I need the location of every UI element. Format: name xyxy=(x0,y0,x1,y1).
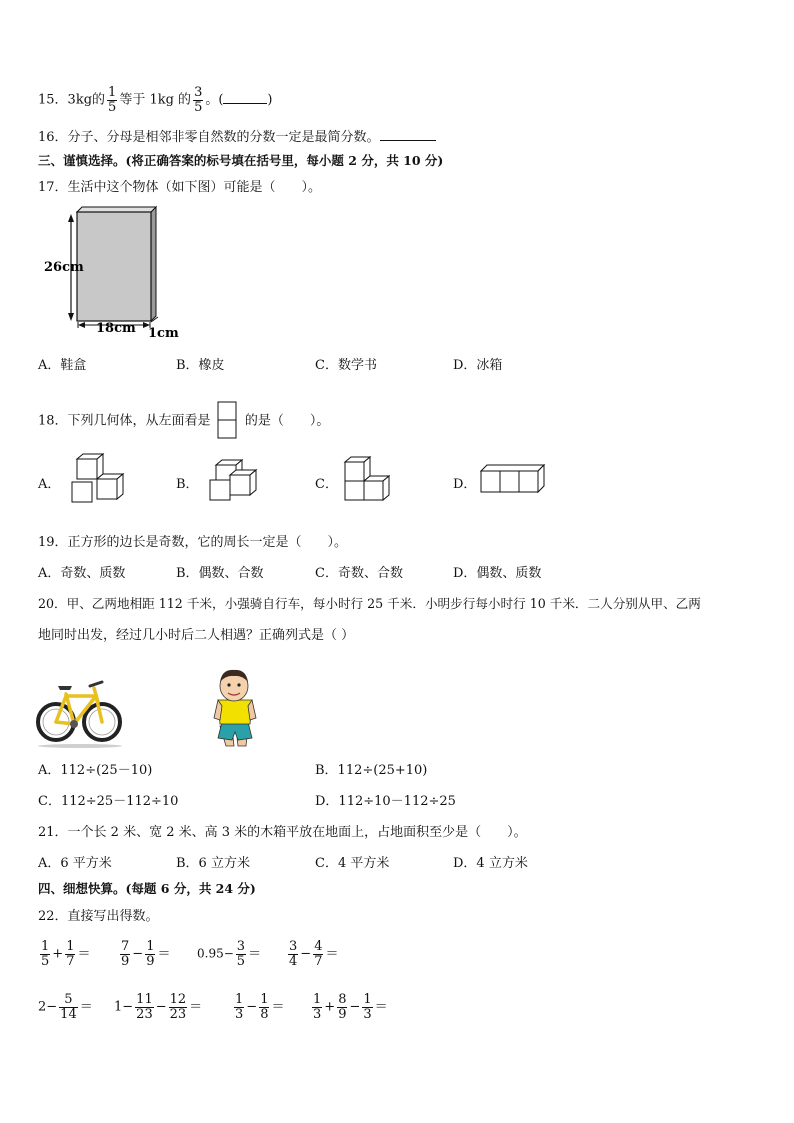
operator: − xyxy=(132,946,144,962)
q19-option-c[interactable]: C．奇数、合数 xyxy=(315,566,403,581)
numerator: 1 xyxy=(260,992,269,1007)
denominator: 14 xyxy=(60,1006,77,1022)
q17-height-label: 26cm xyxy=(44,260,84,275)
numerator: 1 xyxy=(146,939,155,954)
equals-sign: ＝ xyxy=(325,946,339,962)
q21-option-c[interactable]: C．4 平方米 xyxy=(315,856,390,871)
q17-option-a[interactable]: A．鞋盒 xyxy=(38,358,87,373)
q20-option-a[interactable]: A．112÷(25－10) xyxy=(38,763,153,778)
numerator: 5 xyxy=(59,993,78,1008)
q18-text-2: 的是（ ）。 xyxy=(244,413,330,429)
q21-option-a[interactable]: A．6 平方米 xyxy=(38,856,112,871)
q17-width-label: 18cm xyxy=(96,321,136,336)
expression-prefix: 0.95− xyxy=(197,946,234,961)
q20-option-b[interactable]: B．112÷(25+10) xyxy=(315,763,428,778)
numerator: 1 xyxy=(41,939,50,954)
q15-fraction-1 xyxy=(107,86,117,114)
question-18 xyxy=(38,401,329,441)
q20-boy-image xyxy=(212,666,258,748)
q20-option-c[interactable]: C．112÷25－112÷10 xyxy=(38,794,179,809)
denominator: 23 xyxy=(169,1006,187,1022)
q18-text-1: 18．下列几何体，从左面看是 xyxy=(38,413,211,429)
q21-option-b[interactable]: B．6 立方米 xyxy=(176,856,250,871)
denominator: 9 xyxy=(121,953,130,969)
equals-sign: ＝ xyxy=(374,999,388,1015)
q15-text-4: ) xyxy=(267,92,273,108)
q18-option-b-solid[interactable] xyxy=(204,458,264,506)
q15-f1-denominator: 5 xyxy=(108,99,117,115)
q18-option-d-label[interactable]: D． xyxy=(453,477,477,492)
denominator: 3 xyxy=(313,1006,322,1022)
numerator: 12 xyxy=(169,992,187,1007)
numerator: 8 xyxy=(338,992,347,1007)
denominator: 3 xyxy=(363,1006,372,1022)
equals-sign: ＝ xyxy=(271,999,285,1015)
q22-row1-expr3 xyxy=(197,940,261,968)
denominator: 4 xyxy=(289,953,298,969)
q19-option-b[interactable]: B．偶数、合数 xyxy=(176,566,264,581)
numerator: 7 xyxy=(121,939,130,954)
q17-book-top-face xyxy=(77,207,156,212)
q15-f2-numerator: 3 xyxy=(194,85,203,100)
q15-answer-blank[interactable] xyxy=(223,103,267,104)
numerator: 1 xyxy=(235,992,244,1007)
denominator: 5 xyxy=(41,953,50,969)
equals-sign: ＝ xyxy=(77,946,91,962)
q15-fraction-2 xyxy=(193,86,203,114)
numerator: 11 xyxy=(136,992,153,1007)
question-22-text: 22．直接写出得数。 xyxy=(38,909,159,924)
q22-row2-expr1 xyxy=(38,993,93,1021)
equals-sign: ＝ xyxy=(157,946,171,962)
question-15 xyxy=(38,86,273,114)
q22-row2-expr4 xyxy=(310,993,388,1021)
q22-row1-expr4 xyxy=(286,940,338,968)
operator: + xyxy=(324,999,336,1015)
numerator: 3 xyxy=(236,939,246,954)
operator: − xyxy=(349,999,361,1015)
denominator: 9 xyxy=(146,953,155,969)
operator: + xyxy=(52,946,64,962)
q17-option-c[interactable]: C．数学书 xyxy=(315,358,377,373)
denominator: 7 xyxy=(66,953,75,969)
question-19-text: 19．正方形的边长是奇数，它的周长一定是（ ）。 xyxy=(38,535,348,550)
q17-height-arrow-bottom xyxy=(68,313,74,321)
q16-text: 16．分子、分母是相邻非零自然数的分数一定是最简分数。 xyxy=(38,130,380,145)
operator: − xyxy=(155,999,167,1015)
denominator: 5 xyxy=(236,953,246,969)
q20-bicycle-image xyxy=(36,670,124,748)
q18-option-d-solid[interactable] xyxy=(478,462,548,496)
q21-option-d[interactable]: D．4 立方米 xyxy=(453,856,528,871)
question-20-line-2: 地同时出发，经过几小时后二人相遇？正确列式是（ ） xyxy=(38,628,355,643)
denominator: 7 xyxy=(314,953,323,969)
q17-book-figure xyxy=(38,204,188,340)
operator: − xyxy=(246,999,258,1015)
question-20-line-1: 20．甲、乙两地相距 112 千米，小强骑自行车，每小时行 25 千米．小明步行每小时行 10 千米．二人分别从甲、乙两 xyxy=(38,596,701,611)
q17-option-d[interactable]: D．冰箱 xyxy=(453,358,503,373)
question-21-text: 21．一个长 2 米、宽 2 米、高 3 米的木箱平放在地面上，占地面积至少是（ ）。 xyxy=(38,825,527,840)
expression-prefix: 2− xyxy=(38,999,58,1015)
numerator: 3 xyxy=(289,939,298,954)
q18-option-c-solid[interactable] xyxy=(340,455,395,507)
q22-row2-expr3 xyxy=(232,993,284,1021)
q17-book-front-face xyxy=(77,212,151,321)
q17-width-arrow-left xyxy=(78,322,85,328)
q18-option-a-solid[interactable] xyxy=(66,452,126,512)
denominator: 8 xyxy=(260,1006,269,1022)
q18-option-a-label[interactable]: A． xyxy=(38,477,61,492)
q19-option-a[interactable]: A．奇数、质数 xyxy=(38,566,126,581)
q20-option-d[interactable]: D．112÷10－112÷25 xyxy=(315,794,456,809)
q17-depth-label: 1cm xyxy=(148,326,179,340)
question-16 xyxy=(38,126,436,145)
q22-row1-expr1 xyxy=(38,940,90,968)
numerator: 4 xyxy=(314,939,323,954)
q19-option-d[interactable]: D．偶数、质数 xyxy=(453,566,542,581)
equals-sign: ＝ xyxy=(248,946,262,962)
numerator: 1 xyxy=(313,992,322,1007)
q15-f2-denominator: 5 xyxy=(194,99,203,115)
q15-text-2: 等于 1kg 的 xyxy=(119,92,192,108)
numerator: 1 xyxy=(66,939,75,954)
q15-f1-numerator: 1 xyxy=(108,85,117,100)
section-4-heading: 四、细想快算。(每题 6 分，共 24 分) xyxy=(38,881,256,896)
q22-row1-expr2 xyxy=(118,940,170,968)
q18-left-view-icon xyxy=(217,401,239,441)
q22-row2-expr2 xyxy=(114,993,202,1021)
equals-sign: ＝ xyxy=(79,999,93,1015)
question-17-text: 17．生活中这个物体（如下图）可能是（ ）。 xyxy=(38,180,322,195)
numerator: 1 xyxy=(363,992,372,1007)
denominator: 9 xyxy=(338,1006,347,1022)
q17-height-arrow-top xyxy=(68,214,74,222)
operator: − xyxy=(300,946,312,962)
q18-option-b-label[interactable]: B． xyxy=(176,477,199,492)
section-3-heading: 三、谨慎选择。(将正确答案的标号填在括号里，每小题 2 分，共 10 分) xyxy=(38,153,444,168)
expression-prefix: 1− xyxy=(114,999,134,1015)
equals-sign: ＝ xyxy=(189,999,203,1015)
q18-option-c-label[interactable]: C． xyxy=(315,477,338,492)
q15-number: 15． xyxy=(38,92,68,108)
q16-answer-blank[interactable] xyxy=(380,140,436,141)
denominator: 3 xyxy=(235,1006,244,1022)
q15-text-3: 。( xyxy=(205,92,224,108)
q15-text-1: 3kg的 xyxy=(67,92,106,108)
denominator: 23 xyxy=(136,1006,153,1022)
q17-option-b[interactable]: B．橡皮 xyxy=(176,358,225,373)
